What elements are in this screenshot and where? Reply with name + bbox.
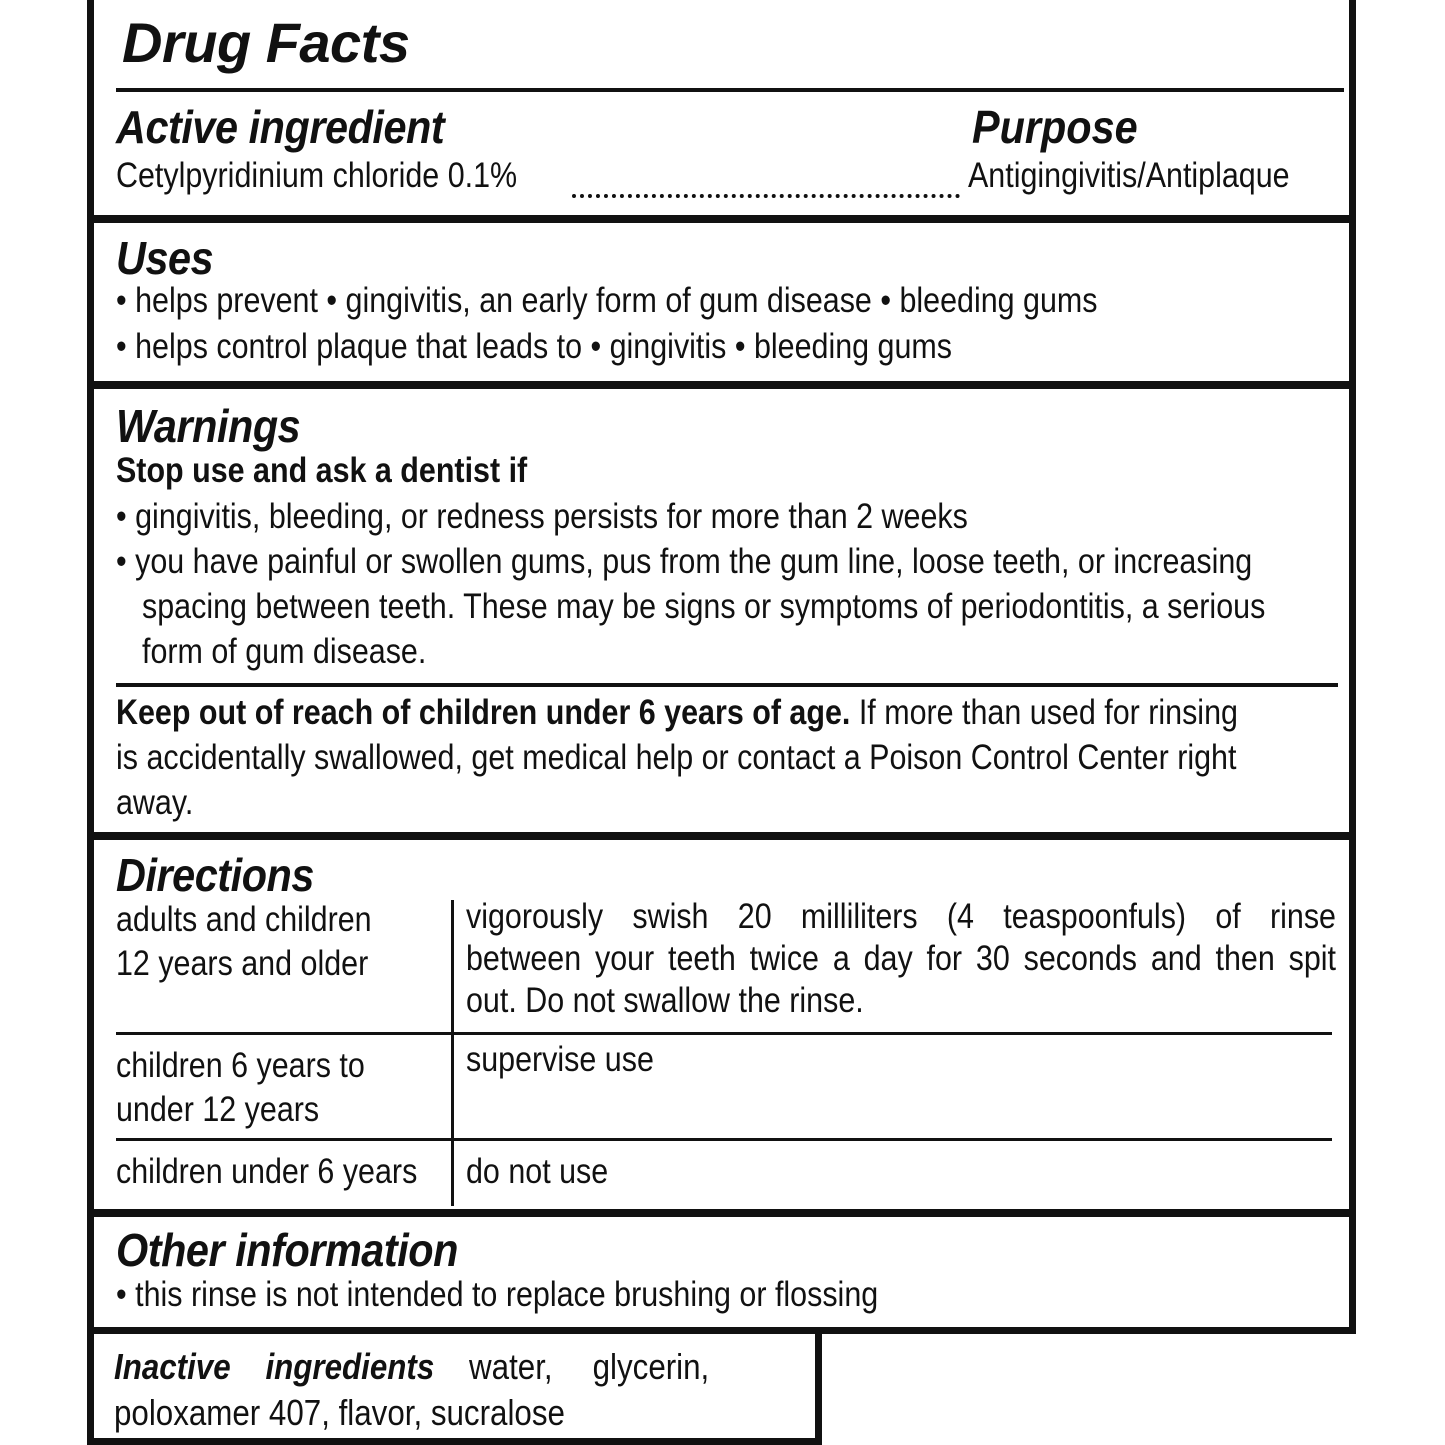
warning-bullet-2-line-1: • you have painful or swollen gums, pus from the gum line, loose teeth, or increasing — [116, 542, 1253, 581]
inactive-ingredients-line-2: poloxamer 407, flavor, sucralose — [114, 1392, 565, 1433]
other-information-section — [94, 1217, 1349, 1327]
inactive-ingredients-box — [87, 1327, 822, 1445]
directions-row-1-what-line-3: out. Do not swallow the rinse. — [466, 981, 864, 1020]
directions-row-1-who-line-2: 12 years and older — [116, 944, 369, 983]
section-divider — [94, 1209, 1349, 1217]
stop-use-heading: Stop use and ask a dentist if — [116, 451, 528, 490]
directions-row-2-who-line-1: children 6 years to — [116, 1046, 365, 1085]
uses-line-2: • helps control plaque that leads to • gingivitis • bleeding gums — [116, 327, 953, 366]
directions-section — [94, 840, 1349, 1212]
ingredient-text: Cetylpyridinium chloride 0.1% — [116, 156, 518, 195]
warning-bullet-2-line-3: form of gum disease. — [142, 632, 427, 671]
directions-row-1-who-line-1: adults and children — [116, 900, 372, 939]
directions-row-3-who: children under 6 years — [116, 1152, 418, 1191]
drug-facts-panel — [87, 0, 1356, 1334]
keep-out-line-2: is accidentally swallowed, get medical help or contact a Poison Control Center right — [116, 738, 1237, 777]
active-ingredient-section — [94, 92, 1349, 220]
directions-heading: Directions — [116, 849, 314, 901]
directions-row-3-what: do not use — [466, 1152, 609, 1191]
warning-bullet-1: • gingivitis, bleeding, or redness persists for more than 2 weeks — [116, 497, 968, 536]
directions-row-1-what-line-2: between your teeth twice a day for 30 seconds and then spit — [466, 939, 1336, 978]
directions-row-rule — [116, 1032, 1332, 1035]
other-information-line-1: • this rinse is not intended to replace brushing or flossing — [116, 1275, 879, 1314]
directions-row-1-what-line-1: vigorously swish 20 milliliters (4 teaspoonfuls) of rinse — [466, 897, 1336, 936]
drug-facts-title: Drug Facts — [122, 11, 410, 74]
uses-section — [94, 223, 1349, 383]
section-divider — [94, 215, 1349, 223]
keep-out-bold: Keep out of reach of children under 6 years of age. — [116, 693, 851, 732]
leader-dots — [572, 194, 960, 198]
warnings-inner-rule — [116, 683, 1338, 687]
section-divider — [94, 832, 1349, 840]
keep-out-line-1 — [116, 693, 1238, 733]
purpose-text: Antigingivitis/Antiplaque — [968, 156, 1290, 195]
inactive-ingredients-heading: Inactive ingredients — [114, 1346, 435, 1387]
directions-row-2-what: supervise use — [466, 1040, 654, 1079]
inactive-ingredients-line-1 — [114, 1346, 800, 1388]
uses-heading: Uses — [116, 232, 214, 284]
directions-row-2-who-line-2: under 12 years — [116, 1090, 320, 1129]
active-ingredient-heading: Active ingredient — [116, 101, 445, 153]
keep-out-line-3: away. — [116, 783, 194, 822]
other-information-heading: Other information — [116, 1224, 458, 1276]
directions-row-rule — [116, 1138, 1332, 1141]
inactive-ingredients-values-1: water, glycerin, — [469, 1346, 710, 1387]
warning-bullet-2-line-2: spacing between teeth. These may be signs or symptoms of periodontitis, a serious — [142, 587, 1266, 626]
section-divider — [94, 381, 1349, 389]
uses-line-1: • helps prevent • gingivitis, an early form of gum disease • bleeding gums — [116, 281, 1098, 320]
keep-out-rest: If more than used for rinsing — [850, 693, 1238, 732]
directions-column-rule — [451, 900, 454, 1206]
warnings-section — [94, 389, 1349, 835]
warnings-heading: Warnings — [116, 400, 301, 452]
purpose-heading: Purpose — [972, 101, 1138, 153]
